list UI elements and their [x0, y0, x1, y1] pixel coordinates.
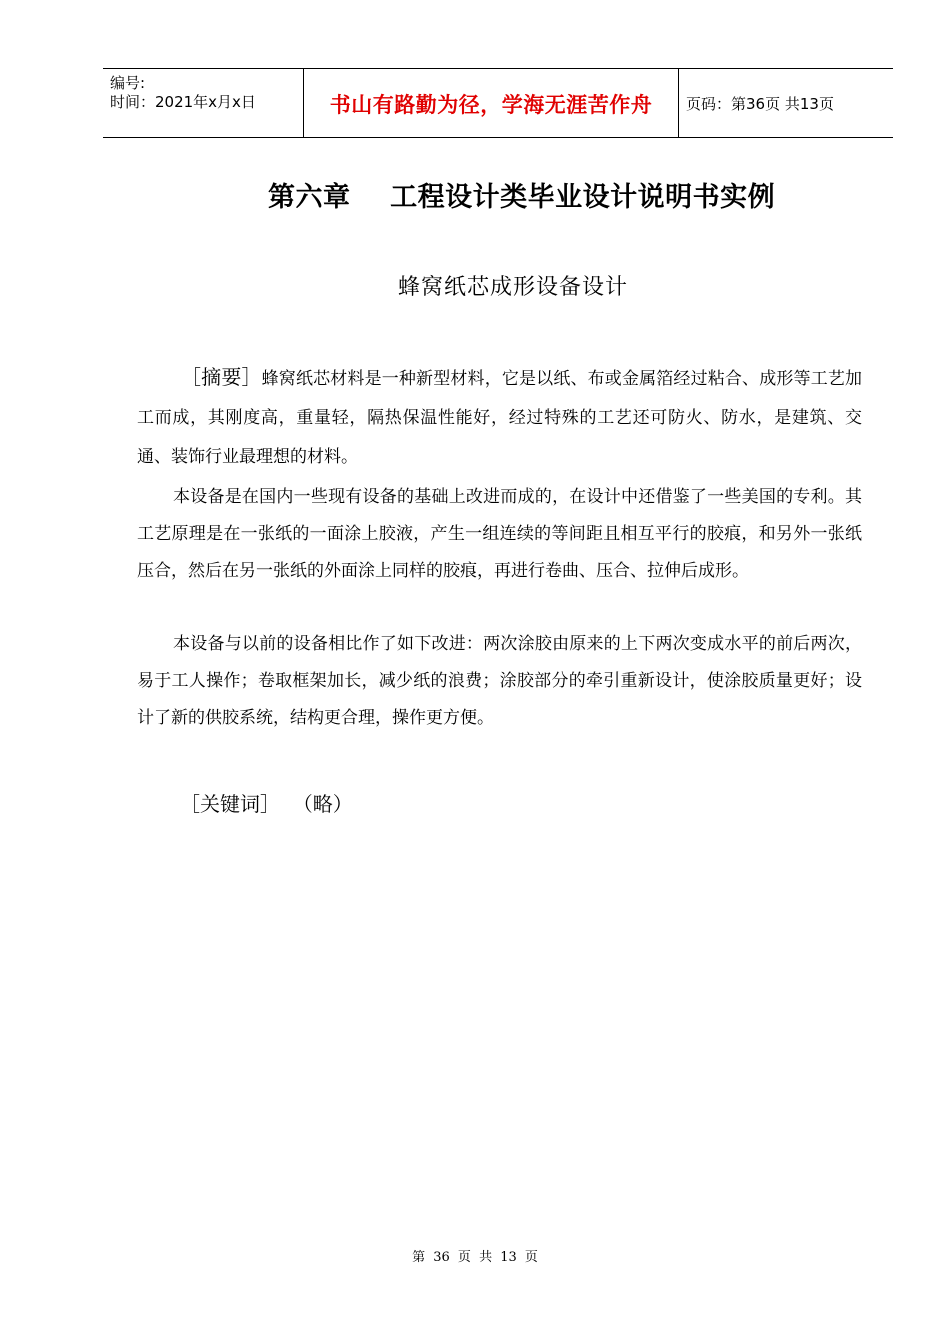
number-label: 编号:	[110, 74, 146, 92]
time-label: 时间：2021年x月x日	[110, 93, 256, 111]
page-info: 页码：第36页 共13页	[686, 95, 834, 113]
page-header	[103, 68, 893, 138]
body-paragraph-3: 本设备与以前的设备相比作了如下改进：两次涂胶由原来的上下两次变成水平的前后两次，易于工人操作；卷取框架加长，减少纸的浪费；涂胶部分的牵引重新设计，使涂胶质量更好；设计了新的供胶系统，结构更合理，操作更方便。	[137, 634, 862, 728]
header-motto-cell	[303, 69, 679, 137]
document-subtitle: 蜂窝纸芯成形设备设计	[398, 275, 629, 300]
header-left-cell	[103, 69, 303, 137]
header-page-cell	[678, 69, 893, 137]
abstract-paragraph	[137, 358, 862, 477]
abstract-text: 蜂窝纸芯材料是一种新型材料，它是以纸、布或金属箔经过粘合、成形等工艺加工而成，其刚度高，重量轻，隔热保温性能好，经过特殊的工艺还可防火、防水，是建筑、交通、装饰行业最理想的材料。	[137, 369, 863, 467]
abstract-label: ［摘要］	[181, 365, 262, 389]
chapter-title: 第六章 工程设计类毕业设计说明书实例	[268, 182, 776, 213]
keywords-line: ［关键词］ （略）	[180, 792, 353, 816]
motto-text: 书山有路勤为径，学海无涯苦作舟	[329, 93, 653, 117]
page-footer: 第 36 页 共 13 页	[412, 1250, 538, 1265]
body-paragraph-2: 本设备是在国内一些现有设备的基础上改进而成的，在设计中还借鉴了一些美国的专利。其工艺原理是在一张纸的一面涂上胶液，产生一组连续的等间距且相互平行的胶痕，和另外一张纸压合，然后在另一张纸的外面涂上同样的胶痕，再进行卷曲、压合、拉伸后成形。	[137, 487, 862, 581]
